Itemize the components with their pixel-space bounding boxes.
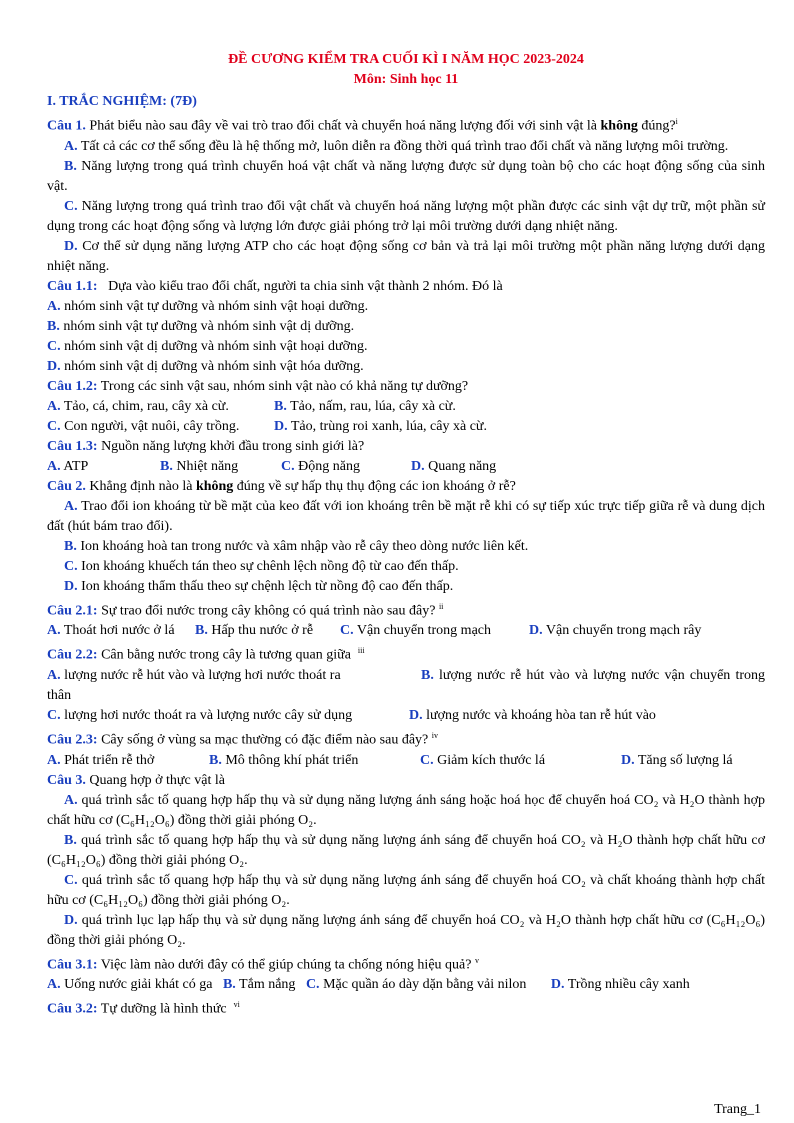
option — [47, 457, 160, 477]
option-row — [47, 417, 765, 437]
option-text: Vận chuyển trong mạch — [353, 623, 491, 639]
option-letter: D. — [64, 578, 78, 594]
option — [409, 706, 656, 726]
option-text: Vận chuyển trong mạch rây — [542, 623, 702, 639]
option — [47, 706, 409, 726]
footnote-ref: iv — [431, 730, 438, 740]
option-letter: A. — [64, 792, 78, 808]
option-letter: C. — [340, 623, 354, 639]
option — [209, 751, 420, 771]
question-1 — [47, 112, 765, 137]
option — [47, 357, 765, 377]
question-label: Câu 1.1: — [47, 278, 98, 294]
option-text: nhóm sinh vật dị dưỡng và nhóm sinh vật hóa dưỡng. — [60, 358, 364, 374]
option — [274, 397, 456, 417]
option-text: Uống nước giải khát có ga — [60, 977, 213, 993]
option — [420, 751, 621, 771]
option-letter: B. — [160, 458, 173, 474]
option-letter: A. — [47, 398, 61, 414]
question-text: Quang hợp ở thực vật là — [85, 772, 225, 788]
option-row — [47, 397, 765, 417]
question-text: Việc làm nào dưới đây có thể giúp chúng ta chống nóng hiệu quả? — [97, 957, 475, 973]
option-text: Năng lượng trong quá trình chuyển hoá vật chất và năng lượng được sử dụng toàn bộ cho các hoạt động sống của sinh vật. — [47, 158, 765, 194]
question-label: Câu 1. — [47, 118, 86, 134]
question-emphasis: không — [195, 478, 234, 494]
question-text: Cây sống ở vùng sa mạc thường có đặc điểm nào sau đây? — [97, 732, 432, 748]
option — [47, 791, 765, 831]
option-text: Ion khoáng khuếch tán theo sự chênh lệch nồng độ từ cao đến thấp. — [77, 558, 459, 574]
option-letter: D. — [409, 707, 423, 723]
option-letter: B. — [64, 538, 77, 554]
question-text: Khẳng định nào là — [85, 478, 196, 494]
question-1-3 — [47, 437, 765, 457]
option-text: Tảo, cá, chim, rau, cây xà cừ. — [60, 398, 229, 414]
option-text: nhóm sinh vật tự dưỡng và nhóm sinh vật hoại dưỡng. — [60, 298, 369, 314]
option — [195, 621, 340, 641]
option-letter: A. — [64, 498, 78, 514]
question-text: đúng về sự hấp thụ thụ động các ion khoáng ở rễ? — [233, 478, 516, 494]
option-row — [47, 621, 765, 641]
option-text: nhóm sinh vật tự dưỡng và nhóm sinh vật dị dưỡng. — [59, 318, 355, 334]
option-letter: D. — [529, 623, 543, 639]
footnote-ref: v — [474, 955, 479, 965]
question-text: Phát biểu nào sau đây về vai trò trao đổi chất và chuyển hoá năng lượng đối với sinh vật là — [85, 118, 601, 134]
question-3-1 — [47, 951, 765, 976]
option — [281, 457, 411, 477]
option-text: lượng hơi nước thoát ra và lượng nước cây sử dụng — [60, 707, 353, 723]
option-text: Mô thông khí phát triển — [221, 752, 359, 768]
option — [47, 197, 765, 237]
option-row — [47, 751, 765, 771]
option-text: lượng nước rễ hút vào và lượng hơi nước thoát ra — [60, 667, 341, 683]
option — [47, 337, 765, 357]
option-row — [47, 457, 765, 477]
question-label: Câu 3.2: — [47, 1001, 98, 1017]
question-3 — [47, 771, 765, 791]
question-2-2 — [47, 641, 765, 666]
option-text: ATP — [60, 458, 89, 474]
option-text: Con người, vật nuôi, cây trồng. — [60, 418, 240, 434]
question-label: Câu 2.1: — [47, 603, 98, 619]
question-1-1 — [47, 277, 765, 297]
option-letter: D. — [550, 977, 565, 993]
footnote-ref: ii — [438, 601, 444, 611]
option-text: Mặc quần áo dày dặn bằng vải nilon — [319, 977, 527, 993]
option-text: quá trình sắc tố quang hợp hấp thụ và sử dụng năng lượng ánh sáng hoặc hoá học để chuyển hoá CO₂ và H₂O thành hợp chất hữu cơ (C₆H₁₂O₆) đồng thời giải phóng O₂. — [47, 792, 765, 828]
option-text: quá trình sắc tố quang hợp hấp thụ và sử dụng năng lượng ánh sáng để chuyển hoá CO₂ và chất khoáng thành hợp chất hữu cơ (C₆H₁₂O₆) đồng thời giải phóng O₂. — [47, 872, 765, 908]
option-text: Động năng — [294, 458, 360, 474]
question-label: Câu 1.2: — [47, 378, 98, 394]
option-letter: D. — [64, 238, 78, 254]
option-text: nhóm sinh vật dị dưỡng và nhóm sinh vật hoại dưỡng. — [60, 338, 368, 354]
option-letter: C. — [420, 752, 434, 768]
question-text: Cân bằng nước trong cây là tương quan giữa — [97, 647, 358, 663]
option — [529, 621, 701, 641]
option — [47, 397, 274, 417]
option-text: Tất cả các cơ thể sống đều là hệ thống mở, luôn diễn ra đồng thời quá trình trao đổi chất và năng lượng môi trường. — [77, 138, 729, 154]
document-subtitle: Môn: Sinh học 11 — [353, 72, 459, 87]
question-text: Nguồn năng lượng khởi đầu trong sinh giới là? — [97, 438, 365, 454]
option-text: Nhiệt năng — [172, 458, 239, 474]
option-letter: C. — [64, 558, 78, 574]
option — [47, 621, 195, 641]
option — [47, 497, 765, 537]
option-letter: A. — [64, 138, 78, 154]
question-text: đúng? — [637, 118, 676, 134]
option-letter: B. — [274, 398, 287, 414]
document-title: ĐỀ CƯƠNG KIỂM TRA CUỐI KÌ I NĂM HỌC 2023-2024 — [228, 52, 584, 67]
option-letter: A. — [47, 752, 61, 768]
option — [47, 871, 765, 911]
option-text: Trồng nhiều cây xanh — [564, 977, 690, 993]
option-letter: C. — [47, 418, 61, 434]
option-text: Năng lượng trong quá trình trao đổi vật chất và chuyển hoá năng lượng một phần được các sinh vật dự trữ, một phần sử dụng trong các hoạt động sống và lượng lớn được giải phóng trở lại môi trường dưới dạng nhiệt năng. — [47, 198, 765, 234]
option — [47, 666, 421, 686]
question-text: Tự dưỡng là hình thức — [97, 1001, 234, 1017]
option-letter: C. — [305, 977, 320, 993]
option-text: quá trình lục lạp hấp thụ và sử dụng năng lượng ánh sáng để chuyển hoá CO₂ và H₂O thành hợp chất hữu cơ (C₆H₁₂O₆) đồng thời giải phóng O₂. — [47, 912, 765, 948]
option-text: Tảo, nấm, rau, lúa, cây xà cừ. — [286, 398, 456, 414]
option-row — [47, 975, 765, 995]
option-letter: B. — [64, 158, 77, 174]
option — [47, 317, 765, 337]
option-text: Tăng số lượng lá — [634, 752, 733, 768]
option-letter: C. — [281, 458, 295, 474]
option-text: Ion khoáng thẩm thấu theo sự chệnh lệch từ nồng độ cao đến thấp. — [77, 578, 454, 594]
option-letter: B. — [421, 667, 434, 683]
option-text: Phát triển rễ thở — [60, 752, 155, 768]
option-text: lượng nước rễ hút vào và lượng nước vận chuyển trong thân — [47, 667, 765, 703]
option-letter: A. — [47, 458, 61, 474]
option — [47, 557, 765, 577]
option-letter: D. — [47, 358, 61, 374]
option-letter: C. — [47, 338, 61, 354]
option — [47, 751, 209, 771]
question-label: Câu 2.3: — [47, 732, 98, 748]
option-text: Tảo, trùng roi xanh, lúa, cây xà cừ. — [287, 418, 488, 434]
option-text: Cơ thể sử dụng năng lượng ATP cho các hoạt động sống cơ bản và trả lại môi trường một phần năng lượng dưới dạng nhiệt năng. — [47, 238, 765, 274]
option — [621, 751, 733, 771]
option-letter: D. — [64, 912, 78, 928]
option — [47, 911, 765, 951]
question-2-3 — [47, 726, 765, 751]
option-letter: C. — [64, 198, 78, 214]
option — [47, 137, 765, 157]
question-label: Câu 1.3: — [47, 438, 98, 454]
option-text: Trao đổi ion khoáng từ bề mặt của keo đất với ion khoáng trên bề mặt rễ khi có sự tiếp xúc trực tiếp giữa rễ và dung dịch đất (hút bám trao đổi). — [47, 498, 765, 534]
option — [47, 297, 765, 317]
option-text: lượng nước và khoáng hòa tan rễ hút vào — [422, 707, 656, 723]
option — [47, 537, 765, 557]
option-text: Tắm nắng — [235, 977, 296, 993]
option-letter: B. — [47, 318, 60, 334]
question-text: Sự trao đổi nước trong cây không có quá trình nào sau đây? — [97, 603, 439, 619]
option — [340, 621, 529, 641]
question-text: Dựa vào kiểu trao đổi chất, người ta chia sinh vật thành 2 nhóm. Đó là — [97, 278, 503, 294]
option-letter: A. — [47, 623, 61, 639]
option-letter: D. — [621, 752, 635, 768]
question-emphasis: không — [600, 118, 638, 134]
option — [160, 457, 281, 477]
option — [47, 157, 765, 197]
option-text: Giảm kích thước lá — [433, 752, 546, 768]
option-letter: B. — [209, 752, 222, 768]
question-label: Câu 2.2: — [47, 647, 98, 663]
option — [47, 417, 274, 437]
option — [47, 577, 765, 597]
option-text: Ion khoáng hoà tan trong nước và xâm nhập vào rễ cây theo dòng nước liên kết. — [76, 538, 529, 554]
option-letter: C. — [64, 872, 78, 888]
option-letter: D. — [274, 418, 288, 434]
option-text: Quang năng — [424, 458, 497, 474]
option-letter: A. — [47, 667, 61, 683]
footnote-ref: iii — [357, 646, 365, 656]
document-page — [47, 50, 765, 1020]
option-letter: B. — [195, 623, 208, 639]
question-label: Câu 2. — [47, 478, 86, 494]
option-text: Thoát hơi nước ở lá — [60, 623, 175, 639]
option — [47, 237, 765, 277]
option — [274, 417, 487, 437]
option-text: quá trình sắc tố quang hợp hấp thụ và sử dụng năng lượng ánh sáng để chuyển hoá CO₂ và H₂O thành hợp chất hữu cơ (C₆H₁₂O₆) đồng thời giải phóng O₂. — [47, 832, 765, 868]
question-1-2 — [47, 377, 765, 397]
question-2-1 — [47, 597, 765, 622]
option-letter: A. — [47, 977, 61, 993]
option-row — [47, 666, 765, 706]
option — [411, 457, 496, 477]
page-number: Trang_1 — [714, 1102, 761, 1117]
option — [47, 831, 765, 871]
option-letter: D. — [411, 458, 425, 474]
option-text: Hấp thu nước ở rễ — [207, 623, 314, 639]
option-letter: C. — [47, 707, 61, 723]
question-text: Trong các sinh vật sau, nhóm sinh vật nào có khả năng tự dưỡng? — [97, 378, 469, 394]
question-2 — [47, 477, 765, 497]
option-letter: B. — [222, 977, 236, 993]
option-letter: B. — [64, 832, 77, 848]
question-label: Câu 3. — [47, 772, 86, 788]
option-row — [47, 706, 765, 726]
question-3-2 — [47, 995, 765, 1020]
question-label: Câu 3.1: — [47, 957, 98, 973]
option-letter: A. — [47, 298, 61, 314]
footnote-ref: vi — [233, 1000, 240, 1010]
section-heading: I. TRẮC NGHIỆM: (7Đ) — [47, 94, 197, 109]
footnote-ref: i — [675, 117, 678, 126]
